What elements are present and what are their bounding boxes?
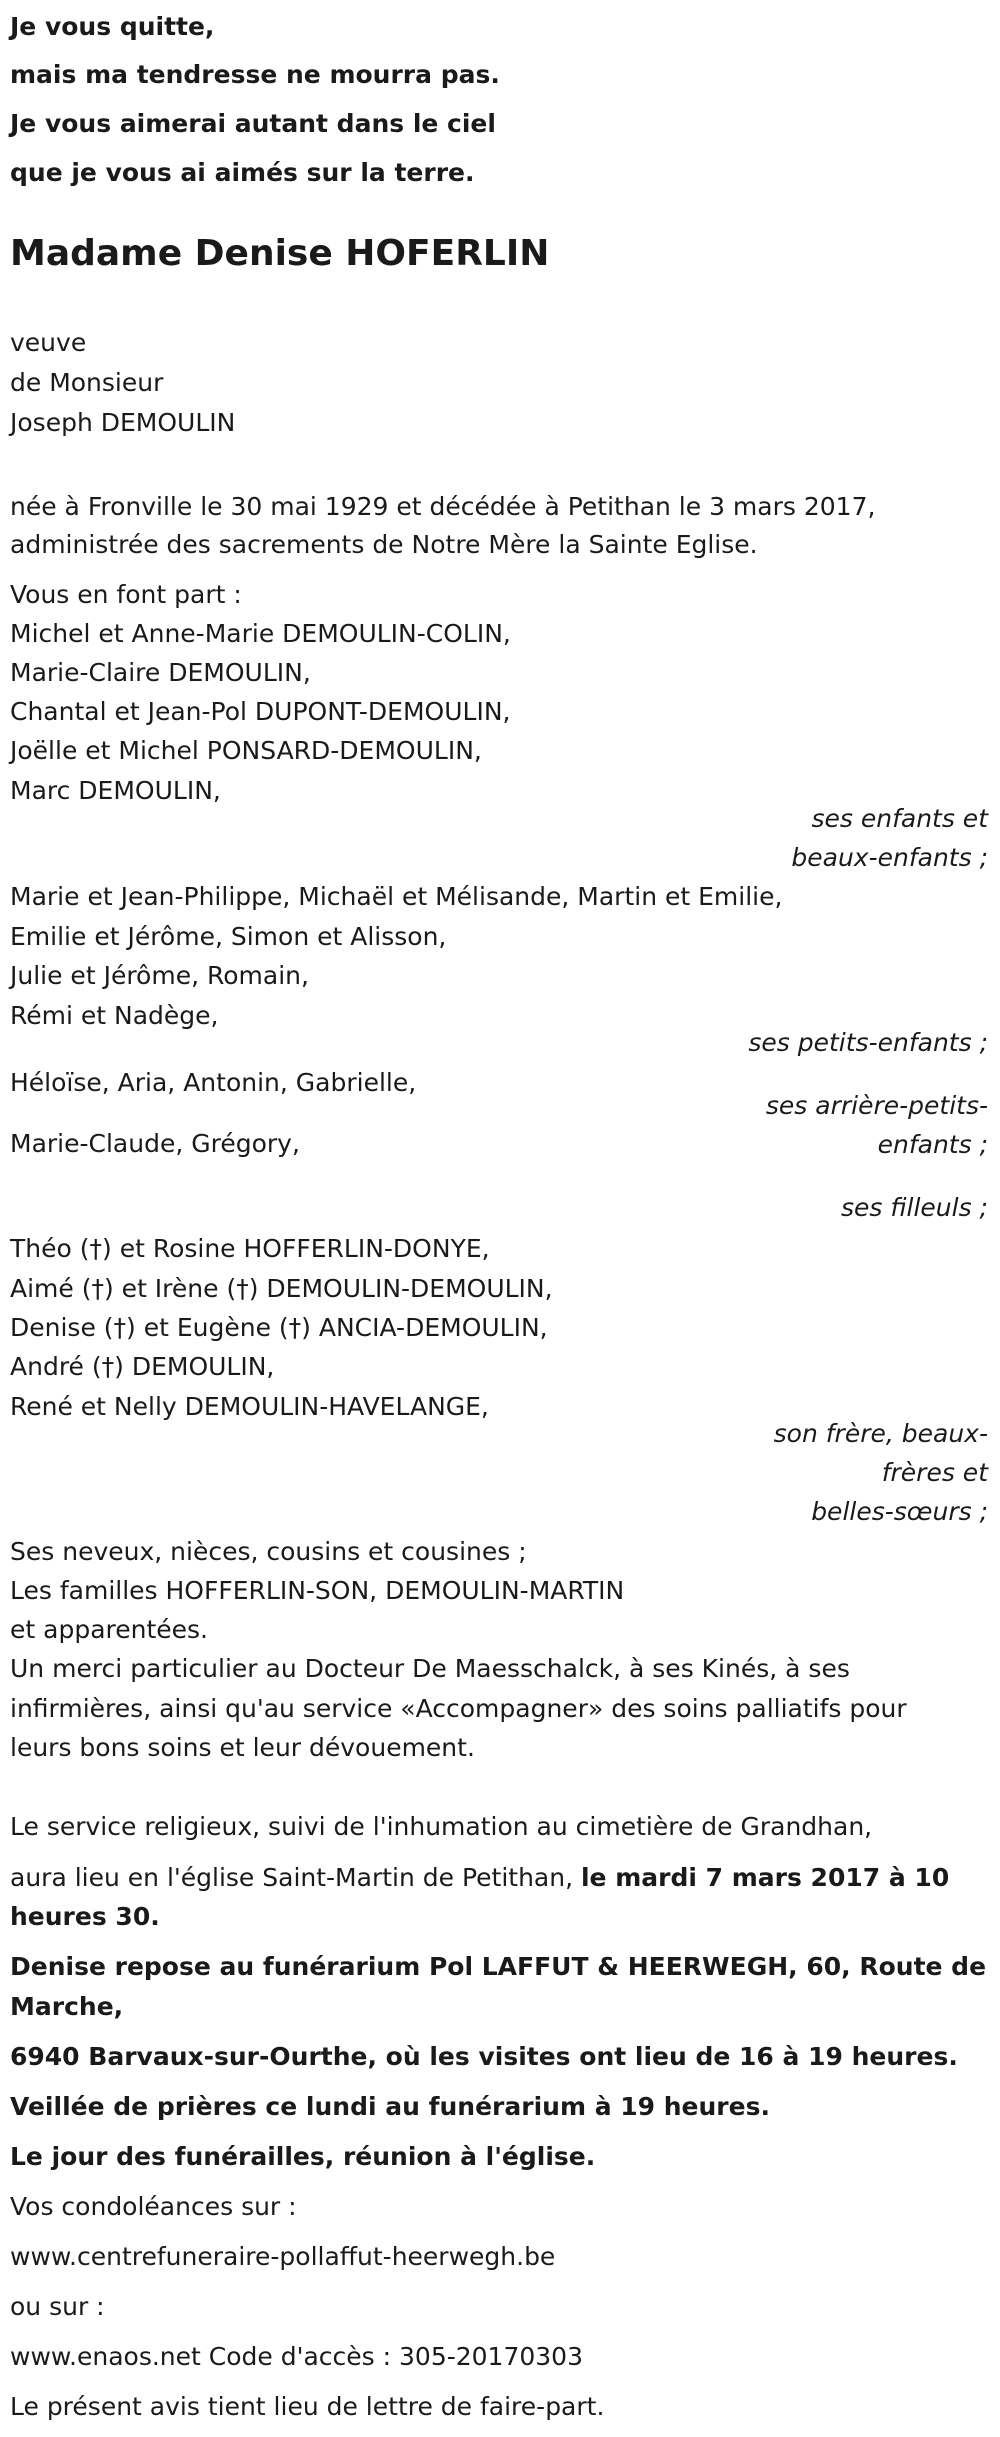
family-line: et apparentées. — [10, 1615, 208, 1644]
great-grandchild-line: Héloïse, Aria, Antonin, Gabrielle, — [10, 1068, 417, 1097]
service-line: Le service religieux, suivi de l'inhumation au cimetière de Grandhan, — [10, 1812, 873, 1841]
sibling-line: René et Nelly DEMOULIN-HAVELANGE, — [10, 1392, 489, 1421]
grandchild-line: Marie et Jean-Philippe, Michaël et Mélisande, Martin et Emilie, — [10, 882, 783, 911]
great-grandchildren-role: enfants ; — [877, 1130, 988, 1159]
condolences-label: ou sur : — [10, 2292, 105, 2321]
child-line: Joëlle et Michel PONSARD-DEMOULIN, — [10, 736, 482, 765]
sacraments-line: administrée des sacrements de Notre Mère la Sainte Eglise. — [10, 530, 758, 559]
service-date: le mardi 7 mars 2017 à 10 — [580, 1863, 950, 1892]
poem-line: Je vous quitte, — [10, 12, 215, 41]
service-date-line — [10, 1861, 949, 1895]
godchild-line: Marie-Claude, Grégory, — [10, 1129, 300, 1158]
grandchildren-role: ses petits-enfants ; — [748, 1028, 988, 1057]
poem-line: mais ma tendresse ne mourra pas. — [10, 60, 500, 89]
spouse-line: Joseph DEMOULIN — [10, 408, 236, 437]
grandchild-line: Emilie et Jérôme, Simon et Alisson, — [10, 922, 447, 951]
service-time: heures 30. — [10, 1902, 160, 1931]
meeting-line: Le jour des funérailles, réunion à l'église. — [10, 2142, 596, 2171]
sibling-line: Denise (†) et Eugène (†) ANCIA-DEMOULIN, — [10, 1313, 548, 1342]
sibling-line: Aimé (†) et Irène (†) DEMOULIN-DEMOULIN, — [10, 1274, 553, 1303]
condolences-link[interactable]: www.enaos.net Code d'accès : 305-20170303 — [10, 2342, 583, 2371]
birth-death-line: née à Fronville le 30 mai 1929 et décédée à Petithan le 3 mars 2017, — [10, 492, 876, 521]
condolences-link[interactable]: www.centrefuneraire-pollaffut-heerwegh.be — [10, 2242, 556, 2271]
service-church: aura lieu en l'église Saint-Martin de Petithan, — [10, 1863, 581, 1892]
thanks-line: infirmières, ainsi qu'au service «Accompagner» des soins palliatifs pour — [10, 1694, 907, 1723]
funeral-home-line: Marche, — [10, 1992, 124, 2021]
poem-line: que je vous ai aimés sur la terre. — [10, 158, 475, 187]
announce-heading: Vous en font part : — [10, 580, 242, 609]
child-line: Michel et Anne-Marie DEMOULIN-COLIN, — [10, 619, 511, 648]
spouse-line: de Monsieur — [10, 368, 164, 397]
funeral-home-line: Denise repose au funérarium Pol LAFFUT & HEERWEGH, 60, Route de — [10, 1952, 987, 1981]
deceased-name: Madame Denise HOFERLIN — [10, 233, 550, 274]
condolences-label: Vos condoléances sur : — [10, 2192, 297, 2221]
grandchild-line: Rémi et Nadège, — [10, 1001, 219, 1030]
child-line: Marie-Claire DEMOULIN, — [10, 658, 311, 687]
grandchild-line: Julie et Jérôme, Romain, — [10, 961, 309, 990]
child-line: Chantal et Jean-Pol DUPONT-DEMOULIN, — [10, 697, 511, 726]
godchildren-role: ses filleuls ; — [841, 1193, 988, 1222]
siblings-role: belles-sœurs ; — [811, 1497, 988, 1526]
children-role: ses enfants et — [811, 804, 988, 833]
thanks-line: leurs bons soins et leur dévouement. — [10, 1733, 475, 1762]
great-grandchildren-role: ses arrière-petits- — [765, 1091, 988, 1120]
visits-line: 6940 Barvaux-sur-Ourthe, où les visites ont lieu de 16 à 19 heures. — [10, 2042, 958, 2071]
sibling-line: Théo (†) et Rosine HOFFERLIN-DONYE, — [10, 1234, 490, 1263]
sibling-line: André (†) DEMOULIN, — [10, 1352, 275, 1381]
siblings-role: son frère, beaux- — [773, 1419, 988, 1448]
spouse-line: veuve — [10, 328, 87, 357]
child-line: Marc DEMOULIN, — [10, 776, 221, 805]
poem-line: Je vous aimerai autant dans le ciel — [10, 109, 496, 138]
family-line: Les familles HOFFERLIN-SON, DEMOULIN-MARTIN — [10, 1576, 625, 1605]
siblings-role: frères et — [881, 1458, 988, 1487]
thanks-line: Un merci particulier au Docteur De Maesschalck, à ses Kinés, à ses — [10, 1654, 850, 1683]
vigil-line: Veillée de prières ce lundi au funérarium à 19 heures. — [10, 2092, 770, 2121]
children-role: beaux-enfants ; — [791, 843, 988, 872]
family-line: Ses neveux, nièces, cousins et cousines ; — [10, 1537, 527, 1566]
closing-note: Le présent avis tient lieu de lettre de faire-part. — [10, 2392, 605, 2421]
